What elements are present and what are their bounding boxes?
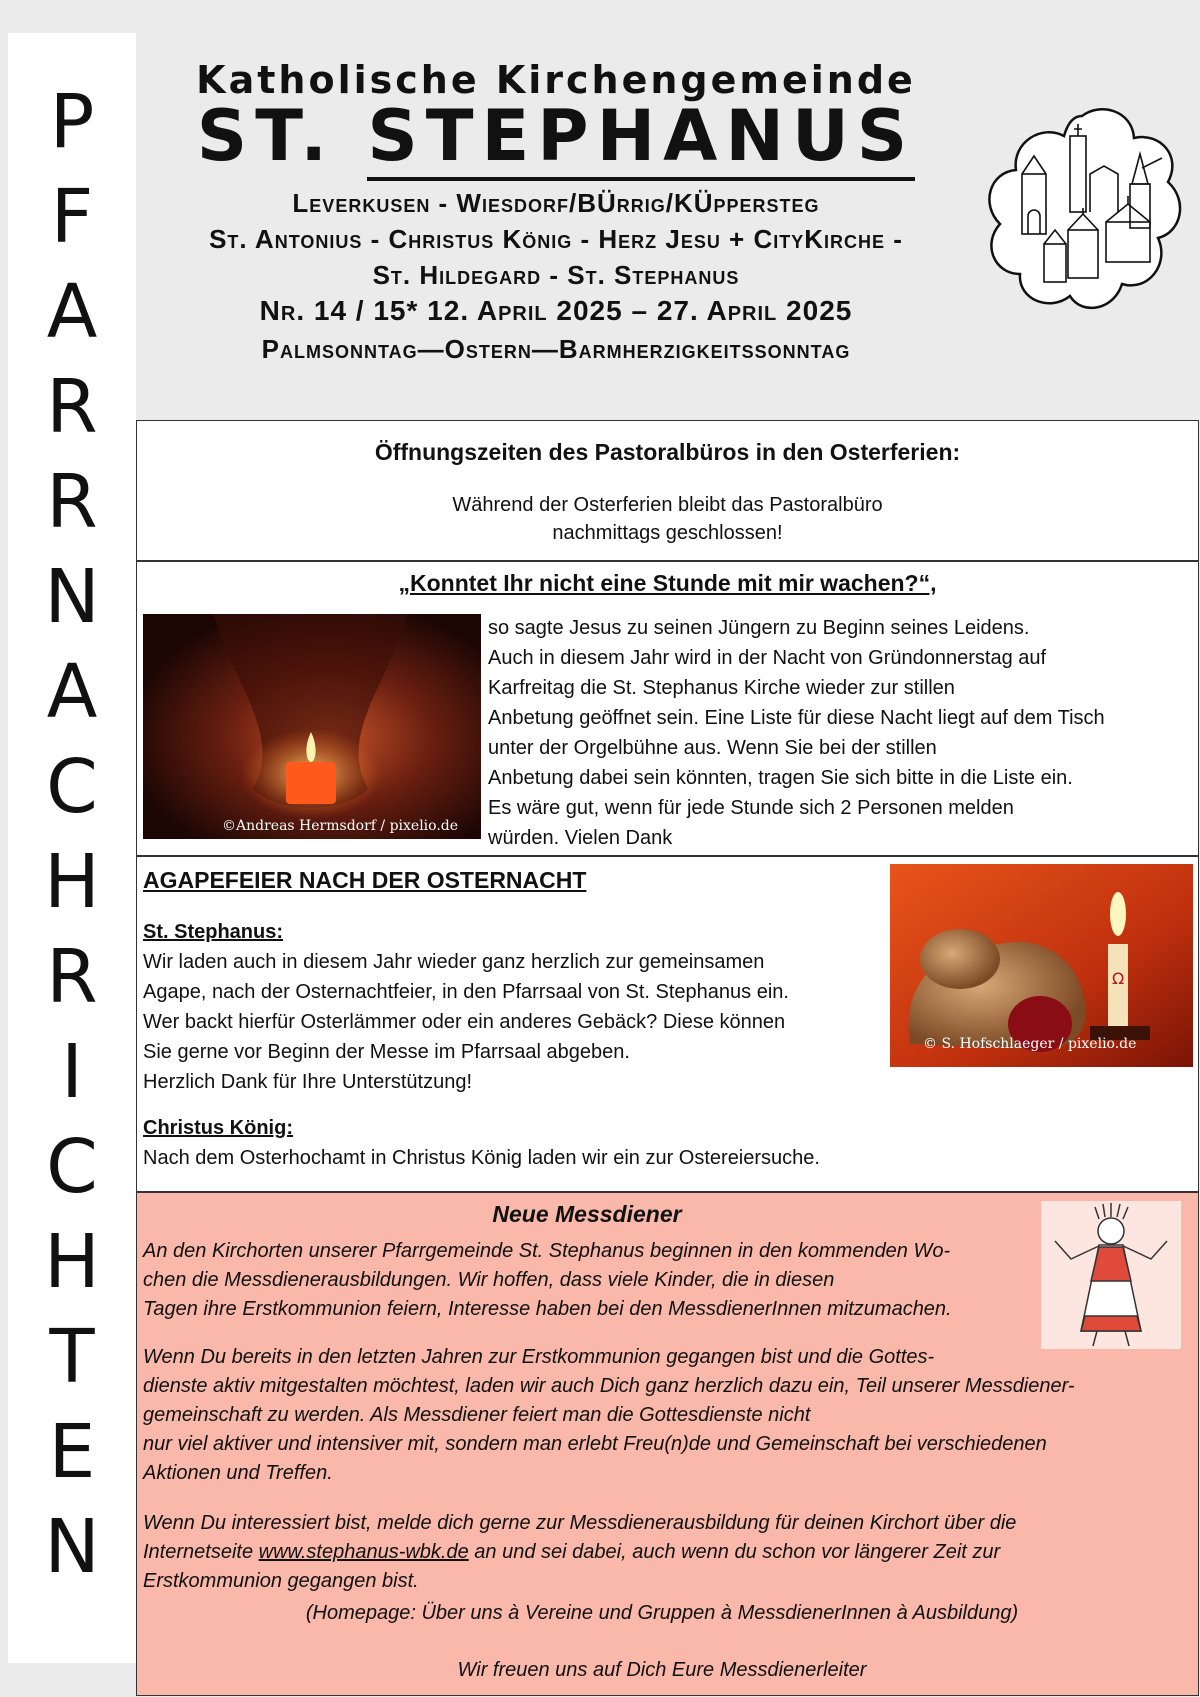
agape-text-line: Wir laden auch in diesem Jahr wieder ganz herzlich zur gemeinsamen: [143, 951, 765, 973]
vertical-letter: A: [46, 269, 98, 355]
parish-name: [136, 95, 976, 177]
parish-label: Katholische Kirchengemeinde: [196, 58, 916, 102]
servers-paragraph-1: [143, 1237, 1043, 1324]
agape-subheading: St. Stephanus:: [143, 921, 284, 943]
office-hours-section: [136, 420, 1199, 561]
vertical-letter: N: [44, 554, 100, 640]
servers-text-line: Wenn Du interessiert bist, melde dich gerne zur Messdienerausbildung für deinen Kirchort über die: [143, 1512, 1017, 1534]
servers-text-fragment: Internetseite: [143, 1541, 259, 1563]
office-hours-line: nachmittags geschlossen!: [552, 522, 783, 544]
agape-title: AGAPEFEIER NACH DER OSTERNACHT: [143, 867, 587, 893]
agape-christus-koenig: [143, 1113, 1043, 1173]
vertical-letter: H: [44, 1219, 100, 1305]
header-churches-2: St. Hildegard - St. Stephanus: [372, 260, 740, 290]
servers-text-line: nur viel aktiver und intensiver mit, sondern man erlebt Freu(n)de und Gemeinschaft bei verschiedenen: [143, 1433, 1047, 1455]
parish-name-prefix: ST.: [196, 95, 335, 177]
vigil-section: [136, 561, 1199, 856]
vigil-text: [488, 613, 1188, 853]
website-link[interactable]: www.stephanus-wbk.de: [258, 1541, 469, 1563]
vertical-letter: I: [61, 1029, 83, 1115]
agape-text-line: Herzlich Dank für Ihre Unterstützung!: [143, 1071, 473, 1093]
parish-name-main: STEPHANUS: [367, 95, 915, 181]
vertical-letter: P: [49, 79, 95, 165]
vertical-letter: R: [46, 364, 98, 450]
servers-text-line: Aktionen und Treffen.: [143, 1462, 333, 1484]
vigil-text-line: Es wäre gut, wenn für jede Stunde sich 2 Personen melden: [488, 797, 1014, 819]
vertical-letter: H: [44, 839, 100, 925]
agape-subheading: Christus König:: [143, 1117, 293, 1139]
liturgical-days: Palmsonntag—Ostern—Barmherzigkeitssonntag: [261, 334, 851, 364]
vertical-letter: F: [50, 174, 94, 260]
vigil-photo-credit: ©Andreas Hermsdorf / pixelio.de: [222, 818, 459, 834]
vigil-title: „Konntet Ihr nicht eine Stunde mit mir wachen?“,: [398, 570, 937, 596]
easter-lamb-photo: [890, 864, 1193, 1067]
servers-text-line: dienste aktiv mitgestalten möchtest, laden wir auch Dich ganz herzlich dazu ein, Teil unserer Messdiener-: [143, 1375, 1075, 1397]
vigil-text-line: Auch in diesem Jahr wird in der Nacht von Gründonnerstag auf: [488, 647, 1047, 669]
vigil-text-line: so sagte Jesus zu seinen Jüngern zu Beginn seines Leidens.: [488, 617, 1030, 639]
header-churches-1: St. Antonius - Christus König - Herz Jesu + CityKirche -: [209, 224, 903, 254]
vertical-letter: C: [46, 744, 98, 830]
vigil-text-line: unter der Orgelbühne aus. Wenn Sie bei der stillen: [488, 737, 937, 759]
office-hours-line: Während der Osterferien bleibt das Pastoralbüro: [452, 494, 883, 516]
agape-text-line: Nach dem Osterhochamt in Christus König laden wir ein zur Ostereiersuche.: [143, 1147, 820, 1169]
vertical-letter: A: [46, 649, 98, 735]
header-locations: Leverkusen - Wiesdorf/BÜrrig/KÜppersteg: [292, 188, 820, 218]
vertical-letter: C: [46, 1124, 98, 1210]
vertical-letter: R: [46, 934, 98, 1020]
masthead: [136, 0, 1200, 420]
homepage-path: (Homepage: Über uns à Vereine und Gruppen à MessdienerInnen à Ausbildung): [305, 1602, 1019, 1624]
vertical-letter: E: [48, 1409, 96, 1495]
servers-paragraph-2: [143, 1343, 1193, 1488]
altar-boy-drawing-icon: [1041, 1201, 1181, 1349]
servers-signoff: Wir freuen uns auf Dich Eure Messdienerleiter: [457, 1659, 867, 1681]
vertical-letter: T: [49, 1314, 95, 1400]
altar-servers-title: Neue Messdiener: [492, 1201, 682, 1227]
agape-text-line: Sie gerne vor Beginn der Messe im Pfarrsaal abgeben.: [143, 1041, 630, 1063]
candle-photo: [143, 614, 481, 839]
svg-text:Ω: Ω: [1112, 969, 1125, 988]
agape-section: [136, 856, 1199, 1192]
servers-text-line: Tagen ihre Erstkommunion feiern, Interesse haben bei den MessdienerInnen mitzumachen.: [143, 1298, 952, 1320]
church-flower-logo-icon: [982, 104, 1182, 314]
altar-servers-section: [136, 1192, 1199, 1696]
vigil-text-line: Anbetung dabei sein könnten, tragen Sie sich bitte in die Liste ein.: [488, 767, 1073, 789]
vertical-title-bar: [8, 33, 136, 1663]
servers-text-line: Wenn Du bereits in den letzten Jahren zur Erstkommunion gegangen bist und die Gottes-: [143, 1346, 935, 1368]
agape-st-stephanus: [143, 917, 863, 1097]
vertical-letter: R: [46, 459, 98, 545]
servers-text-line: gemeinschaft zu werden. Als Messdiener feiert man die Gottesdienste nicht: [143, 1404, 811, 1426]
agape-text-line: Wer backt hierfür Osterlämmer oder ein anderes Gebäck? Diese können: [143, 1011, 786, 1033]
servers-text-line: chen die Messdienerausbildungen. Wir hoffen, dass viele Kinder, die in diesen: [143, 1269, 835, 1291]
servers-text-line: An den Kirchorten unserer Pfarrgemeinde St. Stephanus beginnen in den kommenden Wo-: [143, 1240, 951, 1262]
vigil-text-line: Anbetung geöffnet sein. Eine Liste für diese Nacht liegt auf dem Tisch: [488, 707, 1105, 729]
agape-text-line: Agape, nach der Osternachtfeier, in den Pfarrsaal von St. Stephanus ein.: [143, 981, 789, 1003]
office-hours-title: Öffnungszeiten des Pastoralbüros in den Osterferien:: [374, 439, 961, 465]
vigil-text-line: Karfreitag die St. Stephanus Kirche wieder zur stillen: [488, 677, 955, 699]
servers-paragraph-3: [143, 1509, 1193, 1596]
servers-text-line: [143, 1538, 1193, 1567]
vertical-letter: N: [44, 1504, 100, 1590]
servers-text-line: Erstkommunion gegangen bist.: [143, 1570, 419, 1592]
office-hours-text: [137, 491, 1198, 547]
agape-photo-credit: © S. Hofschlaeger / pixelio.de: [923, 1036, 1137, 1052]
issue-number-dates: Nr. 14 / 15* 12. April 2025 – 27. April 2025: [259, 295, 853, 326]
servers-text-fragment: an und sei dabei, auch wenn du schon vor längerer Zeit zur: [468, 1541, 1001, 1563]
vigil-text-line: würden. Vielen Dank: [488, 827, 673, 849]
